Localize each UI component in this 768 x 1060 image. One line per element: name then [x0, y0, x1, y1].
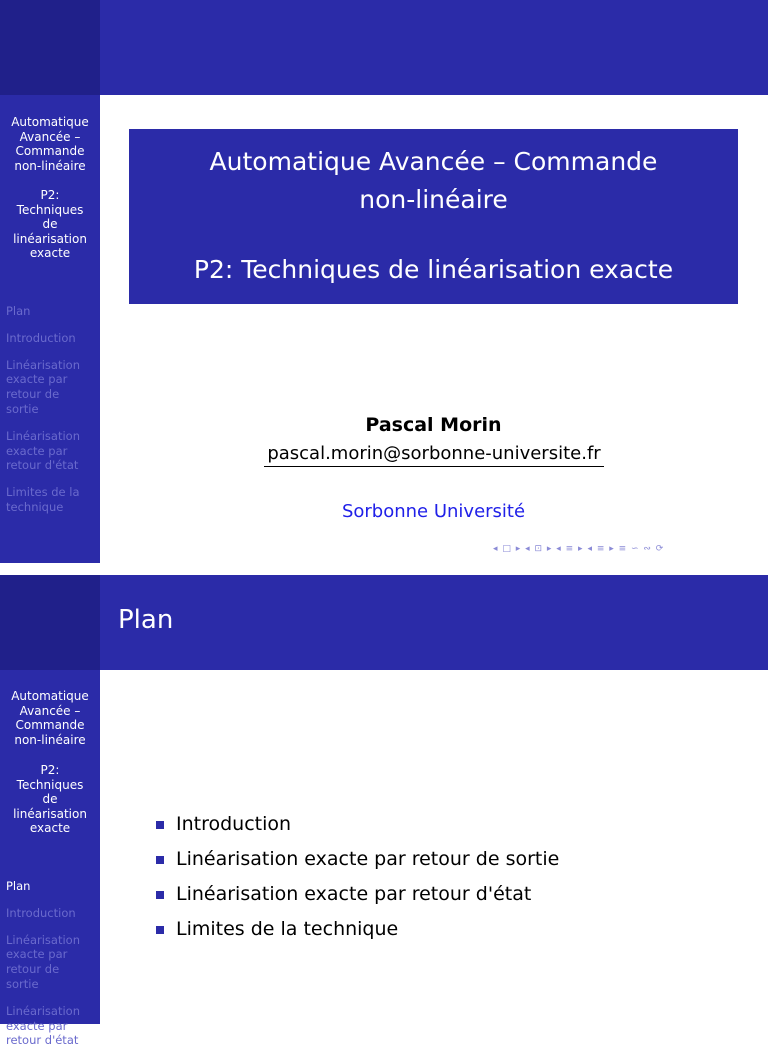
list-item-text: Linéarisation exacte par retour d'état: [176, 883, 532, 905]
sidebar-title-line: non-linéaire: [14, 732, 86, 747]
sidebar-title-line: Commande: [15, 144, 85, 158]
sidebar-item-label: Limites de la: [6, 485, 80, 500]
sidebar-item-label: Introduction: [6, 330, 76, 345]
sidebar-item-state-feedback[interactable]: [6, 1004, 96, 1048]
author-name: Pascal Morin: [365, 414, 502, 436]
square-bullet-icon: [156, 891, 164, 899]
sidebar-subtitle-line: P2:: [40, 188, 60, 202]
sidebar-title-line: Avancée –: [19, 129, 81, 144]
sidebar-item-label: sortie: [6, 976, 39, 991]
sidebar-item-label: exacte par: [6, 443, 68, 458]
title-line: non-linéaire: [359, 185, 508, 214]
institution: Sorbonne Université: [341, 501, 526, 522]
sidebar-item-label: retour d'état: [6, 458, 79, 473]
sidebar-title-line: non-linéaire: [14, 158, 86, 173]
list-item: [156, 847, 559, 882]
outline-list: [156, 812, 559, 952]
sidebar-subtitle-line: linéarisation: [13, 231, 87, 246]
sidebar-item-label: Plan: [6, 304, 31, 318]
sidebar-subtitle-line: Techniques: [16, 202, 84, 217]
frame-title: Plan: [118, 605, 174, 635]
sidebar-logo-area: [0, 575, 100, 670]
header-band: [100, 575, 768, 670]
sidebar-item-introduction[interactable]: [6, 906, 96, 921]
sidebar: [0, 0, 100, 579]
title-box: [129, 129, 738, 304]
list-item: [156, 812, 559, 847]
author-email[interactable]: pascal.morin@sorbonne-universite.fr: [264, 443, 604, 467]
list-item: [156, 917, 559, 952]
sidebar-subtitle: [4, 763, 96, 836]
sidebar-item-label: technique: [6, 499, 64, 514]
title-line: Automatique Avancée – Commande: [209, 147, 658, 176]
sidebar-item-plan[interactable]: [6, 304, 96, 319]
sidebar-title-line: Automatique: [11, 689, 89, 703]
sidebar-item-plan[interactable]: [6, 879, 96, 894]
sidebar-item-label: exacte par: [6, 947, 68, 962]
list-item-text: Introduction: [176, 813, 292, 835]
sidebar-logo-area: [0, 0, 100, 95]
sidebar-title: [4, 115, 96, 173]
sidebar-item-label: Linéarisation: [6, 428, 81, 443]
slide-separator: [0, 563, 768, 575]
sidebar-item-introduction[interactable]: [6, 331, 96, 346]
sidebar-title: [4, 689, 96, 747]
sidebar-item-label: exacte par: [6, 1018, 68, 1033]
sidebar-subtitle-line: P2:: [40, 763, 60, 777]
presentation-subtitle: P2: Techniques de linéarisation exacte: [193, 255, 674, 284]
sidebar-subtitle-line: exacte: [29, 246, 71, 260]
sidebar-item-label: sortie: [6, 401, 39, 416]
sidebar-item-label: Linéarisation: [6, 932, 81, 947]
sidebar-subtitle-line: de: [42, 217, 58, 231]
sidebar-subtitle-line: de: [42, 792, 58, 806]
sidebar-item-label: Linéarisation: [6, 1003, 81, 1018]
square-bullet-icon: [156, 821, 164, 829]
sidebar-item-label: Introduction: [6, 905, 76, 920]
sidebar-title-line: Automatique: [11, 115, 89, 129]
presentation-title: [129, 143, 738, 219]
square-bullet-icon: [156, 926, 164, 934]
list-item-text: Linéarisation exacte par retour de sortie: [176, 848, 560, 870]
sidebar-subtitle-line: linéarisation: [13, 806, 87, 821]
sidebar-item-limits[interactable]: [6, 485, 96, 515]
sidebar-subtitle-line: exacte: [29, 821, 71, 835]
sidebar-subtitle: [4, 188, 96, 261]
sidebar-item-output-feedback[interactable]: [6, 358, 96, 417]
sidebar-item-output-feedback[interactable]: [6, 933, 96, 992]
sidebar-item-state-feedback[interactable]: [6, 429, 96, 473]
sidebar-item-label: exacte par: [6, 372, 68, 387]
sidebar-title-line: Commande: [15, 718, 85, 732]
list-item-text: Limites de la technique: [176, 918, 399, 940]
list-item: [156, 882, 559, 917]
sidebar-item-label: Plan: [6, 879, 31, 893]
sidebar-item-label: Linéarisation: [6, 357, 81, 372]
sidebar-nav: [6, 304, 96, 527]
sidebar-item-label: retour de: [6, 387, 60, 402]
sidebar-item-label: retour d'état: [6, 1033, 79, 1048]
header-band: [100, 0, 768, 95]
beamer-navigation-icons[interactable]: ◂ □ ▸ ◂ ⊡ ▸ ◂ ≡ ▸ ◂ ≡ ▸ ≡ ∽ ∾ ⟳: [493, 544, 665, 554]
plan-slide: [0, 575, 768, 1048]
sidebar-title-line: Avancée –: [19, 703, 81, 718]
sidebar-item-label: retour de: [6, 962, 60, 977]
sidebar-nav: [6, 879, 96, 1060]
sidebar-subtitle-line: Techniques: [16, 777, 84, 792]
sidebar: [0, 575, 100, 1048]
square-bullet-icon: [156, 856, 164, 864]
